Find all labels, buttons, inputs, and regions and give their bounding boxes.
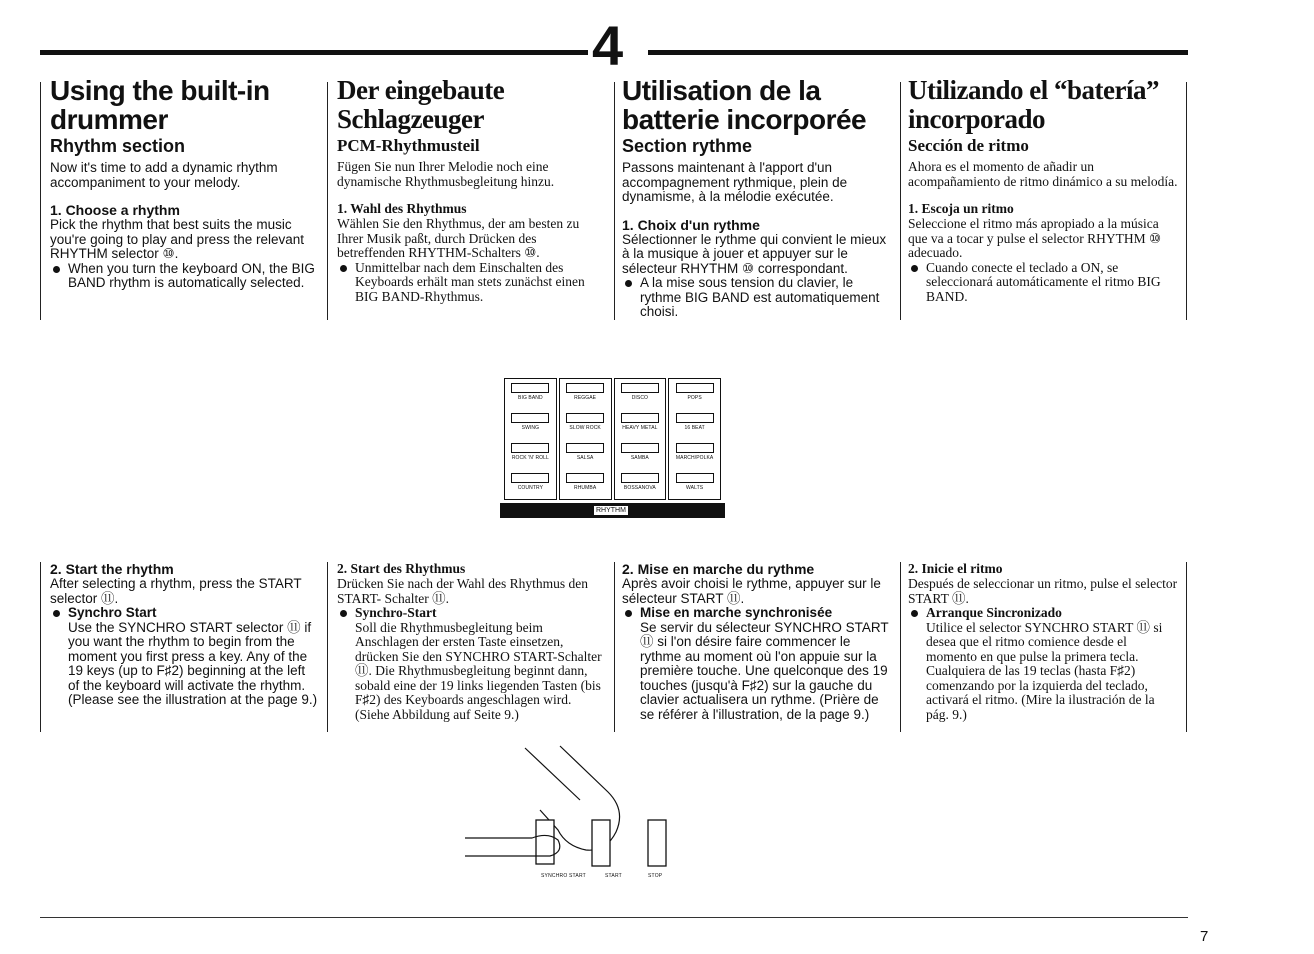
section-title: Utilizando el “batería” incorporado xyxy=(908,75,1159,134)
synchro-start-label: SYNCHRO START xyxy=(541,873,586,879)
rhythm-panel-column xyxy=(504,378,557,500)
section-title: Der eingebaute Schlagzeuger xyxy=(337,75,505,134)
rhythm-selector xyxy=(505,409,556,439)
rhythm-selector xyxy=(560,439,611,469)
rhythm-selector-label: COUNTRY xyxy=(517,485,544,491)
step-text: Seleccione el ritmo más apropiado a la música que va a tocar y pulse el selector RHYTHM ⑩ adecuado. xyxy=(908,216,1162,260)
bullet-note: When you turn the keyboard ON, the BIG BAND rhythm is automatically selected. xyxy=(50,262,320,291)
rhythm-selector xyxy=(669,409,720,439)
rhythm-selector xyxy=(615,439,666,469)
rhythm-selector xyxy=(615,379,666,409)
chapter-number: 4 xyxy=(592,14,624,77)
rhythm-selector-button xyxy=(676,443,714,453)
step-text: Wählen Sie den Rhythmus, der am besten zu Ihrer Musik paßt, durch Drücken des betreffenden RHYTHM-Schalters ⑩. xyxy=(337,216,580,260)
start-label: START xyxy=(605,873,622,879)
bullet-heading: Synchro-Start xyxy=(337,606,607,621)
bullet-note: A la mise sous tension du clavier, le rythme BIG BAND est automatiquement choisi. xyxy=(622,276,892,320)
rhythm-selector-label: SLOW ROCK xyxy=(569,425,601,431)
bullet-text: Soll die Rhythmusbegleitung beim Anschlagen der ersten Taste einsetzen, drücken Sie den SYNCHRO START-Schalter ⑪. Die Rhythmusbegleitung beginnt dann, sobald eine der 19 links liegenden Tasten (bis F♯2) des Keyboards angeschlagen wird. (Siehe Abbildung auf Seite 9.) xyxy=(355,619,602,722)
rhythm-selector-button xyxy=(511,413,549,423)
column-divider xyxy=(1186,562,1187,732)
column-divider xyxy=(327,82,328,320)
bullet-note: Unmittelbar nach dem Einschalten des Keyboards erhält man stets zunächst einen BIG BAND-Rhythmus. xyxy=(337,261,607,305)
rhythm-selector-label: DISCO xyxy=(631,395,649,401)
rhythm-selector-button xyxy=(566,443,604,453)
step-text: After selecting a rhythm, press the START selector ⑪. xyxy=(50,576,302,606)
rhythm-selector-button xyxy=(676,473,714,483)
subsection-title: PCM-Rhythmusteil xyxy=(337,136,480,155)
bullet-heading: Arranque Sincronizado xyxy=(908,606,1178,621)
rhythm-selector-button xyxy=(566,473,604,483)
step-text: Después de seleccionar un ritmo, pulse el selector START ⑪. xyxy=(908,576,1178,606)
rhythm-selector xyxy=(615,469,666,499)
rhythm-selector-label: ROCK 'N' ROLL xyxy=(511,455,549,461)
bullet-heading: Synchro Start xyxy=(50,606,320,621)
section-title: Using the built-in drummer xyxy=(50,75,270,135)
rhythm-selector-label: BIG BAND xyxy=(518,395,543,401)
rhythm-selector-label: SWING xyxy=(521,425,540,431)
rhythm-selector xyxy=(669,379,720,409)
rhythm-selector xyxy=(560,379,611,409)
rhythm-selector-button xyxy=(676,383,714,393)
rhythm-selector-label: RHUMBA xyxy=(573,485,597,491)
intro-text: Fügen Sie nun Ihrer Melodie noch eine dynamische Rhythmusbegleitung hinzu. xyxy=(337,159,555,189)
rhythm-selector-label: WALTS xyxy=(686,485,704,491)
column-french-bottom xyxy=(622,561,892,722)
section-title: Utilisation de la batterie incorporée xyxy=(622,75,867,135)
rhythm-selector-button xyxy=(566,383,604,393)
stop-label: STOP xyxy=(648,873,663,879)
rhythm-selector-label: REGGAE xyxy=(574,395,597,401)
bullet-note: Cuando conecte el teclado a ON, se seleccionará automáticamente el ritmo BIG BAND. xyxy=(908,261,1178,305)
rhythm-selector xyxy=(505,379,556,409)
start-buttons-illustration xyxy=(440,740,690,875)
rhythm-panel-illustration xyxy=(500,378,725,520)
column-divider xyxy=(40,562,41,732)
rhythm-selector-label: HEAVY METAL xyxy=(622,425,658,431)
step-heading: 2. Inicie el ritmo xyxy=(908,561,1003,576)
step-text: Sélectionner le rythme qui convient le mieux à la musique à jouer et appuyer sur le sélecteur RHYTHM ⑩ correspondant. xyxy=(622,231,887,276)
rhythm-selector-button xyxy=(621,473,659,483)
column-divider xyxy=(40,82,41,320)
rhythm-panel-column xyxy=(668,378,721,500)
step-heading: 2. Start the rhythm xyxy=(50,561,174,577)
rhythm-panel-label: RHYTHM xyxy=(596,507,626,514)
step-heading: 1. Escoja un ritmo xyxy=(908,201,1014,216)
bullet-heading: Mise en marche synchronisée xyxy=(622,606,892,621)
rhythm-selector-label: BOSSANOVA xyxy=(623,485,656,491)
bullet-text: Use the SYNCHRO START selector ⑪ if you want the rhythm to begin from the moment you first press a key. Any of the 19 keys (up to F♯2) beginning at the left of the keyboard will activate the rhythm. (Please see the illustration at the page 9.) xyxy=(68,619,318,707)
rhythm-selector-label: MARCH/POLKA xyxy=(675,455,714,461)
column-english-bottom xyxy=(50,561,320,708)
step-text: Drücken Sie nach der Wahl des Rhythmus den START- Schalter ⑪. xyxy=(337,576,588,606)
step-text: Pick the rhythm that best suits the music you're going to play and press the relevant RHYTHM selector ⑩. xyxy=(50,217,304,261)
rhythm-selector-button xyxy=(566,413,604,423)
step-heading: 2. Mise en marche du rythme xyxy=(622,561,815,577)
rhythm-selector xyxy=(615,409,666,439)
rhythm-panel-column xyxy=(559,378,612,500)
rhythm-selector-button xyxy=(511,473,549,483)
rhythm-selector-label: POPS xyxy=(687,395,702,401)
bullet-text: Se servir du sélecteur SYNCHRO START ⑪ si l'on désire faire commencer le rythme au moment où l'on appuie sur la première touche. Une quelconque des 19 touches (jusqu'à F♯2) sur la gauche du clavier actualisera un rythme. (Prière de se référer à l'illustration, de la page 9.) xyxy=(640,619,889,722)
rhythm-selector-label: SAMBA xyxy=(630,455,649,461)
column-spanish-bottom xyxy=(908,561,1178,722)
footer-rule xyxy=(40,917,1188,918)
rhythm-selector-button xyxy=(621,443,659,453)
rhythm-selector-button xyxy=(621,413,659,423)
rhythm-selector-label: 16 BEAT xyxy=(684,425,705,431)
step-heading: 1. Choose a rhythm xyxy=(50,202,180,218)
rhythm-selector-button xyxy=(511,383,549,393)
intro-text: Ahora es el momento de añadir un acompañamiento de ritmo dinámico a su melodía. xyxy=(908,159,1178,189)
step-heading: 2. Start des Rhythmus xyxy=(337,561,466,576)
rhythm-selector-grid xyxy=(503,378,722,500)
rhythm-selector xyxy=(669,439,720,469)
column-divider xyxy=(614,82,615,320)
column-divider xyxy=(614,562,615,732)
rhythm-selector xyxy=(669,469,720,499)
column-divider xyxy=(1186,82,1187,320)
rhythm-panel-bar xyxy=(500,503,725,518)
column-spanish-top xyxy=(908,76,1178,304)
rhythm-selector xyxy=(505,469,556,499)
rhythm-selector-button xyxy=(511,443,549,453)
rhythm-selector xyxy=(505,439,556,469)
column-divider xyxy=(900,562,901,732)
step-heading: 1. Choix d'un rythme xyxy=(622,216,760,233)
bullet-text: Utilice el selector SYNCHRO START ⑪ si desea que el ritmo comience desde el momento en que pulse la primera tecla. Cualquiera de las 19 teclas (hasta F♯2) comenzando por la izquierda del teclado, activará el ritmo. (Mire la ilustración de la pág. 9.) xyxy=(926,619,1163,722)
subsection-title: Section rythme xyxy=(622,136,753,156)
rhythm-selector-label: SALSA xyxy=(576,455,594,461)
column-french-top xyxy=(622,76,892,320)
rhythm-panel-column xyxy=(614,378,667,500)
intro-text: Passons maintenant à l'apport d'un accompagnement rythmique, plein de dynamisme, à la mélodie exécutée. xyxy=(622,160,848,204)
subsection-title: Rhythm section xyxy=(50,136,186,156)
column-divider xyxy=(327,562,328,732)
column-german-top xyxy=(337,76,607,304)
rhythm-selector-button xyxy=(621,383,659,393)
rhythm-selector xyxy=(560,469,611,499)
page-number: 7 xyxy=(1200,928,1209,945)
column-divider xyxy=(900,82,901,320)
rhythm-selector xyxy=(560,409,611,439)
intro-text: Now it's time to add a dynamic rhythm accompaniment to your melody. xyxy=(50,160,278,190)
column-german-bottom xyxy=(337,561,607,722)
step-text: Après avoir choisi le rythme, appuyer sur le sélecteur START ⑪. xyxy=(622,576,881,606)
step-heading: 1. Wahl des Rhythmus xyxy=(337,201,467,216)
subsection-title: Sección de ritmo xyxy=(908,136,1029,155)
column-english-top xyxy=(50,76,320,291)
rhythm-selector-button xyxy=(676,413,714,423)
